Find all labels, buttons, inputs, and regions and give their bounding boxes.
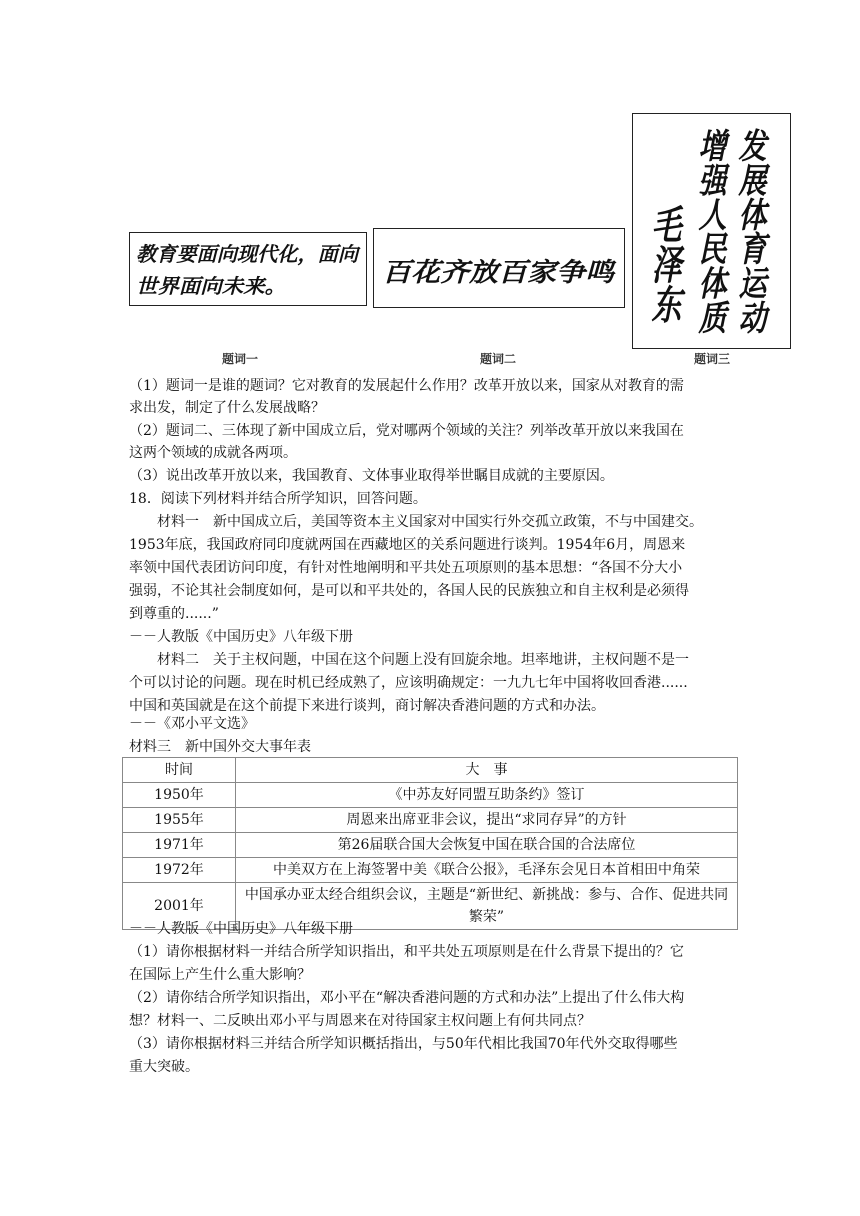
q17-part2-line1: （2）题词二、三体现了新中国成立后，党对哪两个领域的关注？列举改革开放以来我国在 [129, 423, 684, 439]
q17-part1-line2: 求出发，制定了什么发展战略？ [129, 400, 325, 416]
material1-line: 率领中国代表团访问印度，有针对性地阐明和平共处五项原则的基本思想：“各国不分大小 [129, 560, 683, 576]
calligraphy-1-image [129, 232, 367, 306]
material1-line: 1953年底，我国政府同印度就两国在西藏地区的关系问题进行谈判。1954年6月，周恩来 [129, 537, 686, 553]
q18-question-line: （2）请你结合所学知识指出，邓小平在“解决香港问题的方式和办法”上提出了什么伟大构 [129, 990, 685, 1006]
calligraphy-3-image [632, 113, 791, 349]
table-cell-time: 1971年 [123, 833, 236, 858]
caption-1: 题词一 [222, 352, 259, 366]
calligraphy-2-drawing [374, 229, 624, 307]
q18-intro: 18．阅读下列材料并结合所学知识，回答问题。 [129, 491, 427, 507]
q18-question-line: 重大突破。 [129, 1059, 199, 1075]
q18-question-line: 在国际上产生什么重大影响？ [129, 967, 311, 983]
material2-line: 中国和英国就是在这个前提下来进行谈判，商讨解决香港问题的方式和办法。 [129, 698, 605, 714]
table-cell-event: 第26届联合国大会恢复中国在联合国的合法席位 [236, 833, 738, 858]
calligraphy-1-drawing [130, 233, 366, 305]
diplomacy-events-table [122, 757, 738, 930]
table-row [123, 808, 738, 833]
table-row [123, 783, 738, 808]
calligraphy-3-col2: 增强人民体质 [694, 128, 728, 296]
caption-2: 题词二 [480, 352, 517, 366]
table-cell-time: 2001年 [123, 883, 236, 930]
table-cell-event: 中美双方在上海签署中美《联合公报》，毛泽东会见日本首相田中角荣 [236, 858, 738, 883]
table-header-time: 时间 [123, 758, 236, 783]
table-cell-time: 1950年 [123, 783, 236, 808]
material1-source: －－人教版《中国历史》八年级下册 [129, 629, 353, 645]
material2-source: －－《邓小平文选》 [129, 716, 255, 732]
material1-line: 到尊重的......” [129, 606, 219, 622]
q17-part3: （3）说出改革开放以来，我国教育、文体事业取得举世瞩目成就的主要原因。 [129, 468, 614, 484]
calligraphy-2-text: 百花齐放百家争鸣 [382, 258, 618, 288]
calligraphy-1-line2: 世界面向未来。 [136, 274, 286, 298]
table-cell-event: 《中苏友好同盟互助条约》签订 [236, 783, 738, 808]
material1-line: 材料一 新中国成立后，美国等资本主义国家对中国实行外交孤立政策，不与中国建交。 [157, 514, 703, 530]
table-cell-time: 1972年 [123, 858, 236, 883]
q18-question-line: （1）请你根据材料一并结合所学知识指出，和平共处五项原则是在什么背景下提出的？它 [129, 944, 684, 960]
table-row [123, 858, 738, 883]
table-header-row [123, 758, 738, 783]
table-cell-time: 1955年 [123, 808, 236, 833]
table-cell-event: 中国承办亚太经合组织会议，主题是“新世纪、新挑战：参与、合作、促进共同繁荣” [236, 883, 738, 930]
calligraphy-1-line1: 教育要面向现代化，面向 [136, 242, 362, 266]
calligraphy-3-signature: 毛泽东 [645, 204, 681, 294]
calligraphy-3-drawing [633, 114, 790, 348]
q17-part1-line1: （1）题词一是谁的题词？它对教育的发展起什么作用？改革开放以来，国家从对教育的需 [129, 378, 684, 394]
material1-line: 强弱，不论其社会制度如何，是可以和平共处的，各国人民的民族独立和自主权利是必须得 [129, 583, 689, 599]
material3-title: 材料三 新中国外交大事年表 [129, 739, 311, 755]
table-header-event: 大 事 [236, 758, 738, 783]
q18-question-line: 想？材料一、二反映出邓小平与周恩来在对待国家主权问题上有何共同点？ [129, 1013, 591, 1029]
q18-question-line: （3）请你根据材料三并结合所学知识概括指出，与50年代相比我国70年代外交取得哪些 [129, 1036, 678, 1052]
material2-line: 个可以讨论的问题。现在时机已经成熟了，应该明确规定：一九九七年中国将收回香港...... [129, 675, 688, 691]
table-cell-event: 周恩来出席亚非会议，提出“求同存异”的方针 [236, 808, 738, 833]
q17-part2-line2: 这两个领域的成就各两项。 [129, 445, 297, 461]
calligraphy-3-col1: 发展体育运动 [734, 128, 768, 296]
table-row [123, 833, 738, 858]
calligraphy-2-image [373, 228, 625, 308]
caption-3: 题词三 [694, 352, 731, 366]
material3-source: －－人教版《中国历史》八年级下册 [129, 921, 353, 937]
material2-line: 材料二 关于主权问题，中国在这个问题上没有回旋余地。坦率地讲，主权问题不是一 [157, 652, 689, 668]
